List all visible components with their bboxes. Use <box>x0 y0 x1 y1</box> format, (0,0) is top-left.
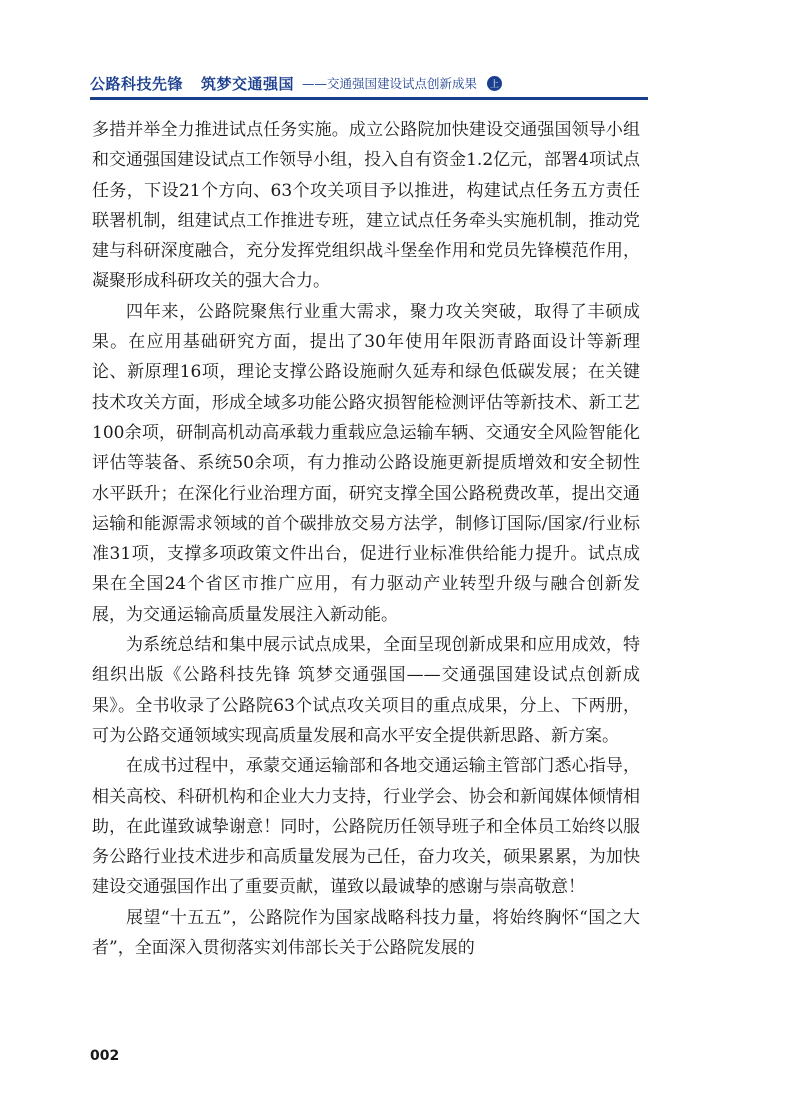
paragraph-continued: 多措并举全力推进试点任务实施。成立公路院加快建设交通强国领导小组和交通强国建设试点工作领导小组，投入自有资金1.2亿元，部署4项试点任务，下设21个方向、63个攻关项目予以推进，构建试点任务五方责任联署机制，组建试点工作推进专班，建立试点任务牵头实施机制，推动党建与科研深度融合，充分发挥党组织战斗堡垒作用和党员先锋模范作用，凝聚形成科研攻关的强大合力。 <box>92 120 640 292</box>
book-title-left: 公路科技先锋 <box>90 74 184 93</box>
body-text <box>92 115 640 963</box>
page-number: 002 <box>90 1048 120 1064</box>
paragraph: 展望“十五五”，公路院作为国家战略科技力量，将始终胸怀“国之大者”，全面深入贯彻落实刘伟部长关于公路院发展的 <box>92 907 640 959</box>
book-title-right: 筑梦交通强国 <box>201 74 295 93</box>
paragraph: 为系统总结和集中展示试点成果，全面呈现创新成果和应用成效，特组织出版《公路科技先锋 筑梦交通强国——交通强国建设试点创新成果》。全书收录了公路院63个试点攻关项目的重点成果，分上、下两册，可为公路交通领域实现高质量发展和高水平安全提供新思路、新方案。 <box>92 635 640 746</box>
running-header <box>90 70 648 96</box>
paragraph: 四年来，公路院聚焦行业重大需求，聚力攻关突破，取得了丰硕成果。在应用基础研究方面，提出了30年使用年限沥青路面设计等新理论、新原理16项，理论支撑公路设施耐久延寿和绿色低碳发展；在关键技术攻关方面，形成全域多功能公路灾损智能检测评估等新技术、新工艺100余项，研制高机动高承载力重载应急运输车辆、交通安全风险智能化评估等装备、系统50余项，有力推动公路设施更新提质增效和安全韧性水平跃升；在深化行业治理方面，研究支撑全国公路税费改革，提出交通运输和能源需求领域的首个碳排放交易方法学，制修订国际/国家/行业标准31项，支撑多项政策文件出台，促进行业标准供给能力提升。试点成果在全国24个省区市推广应用，有力驱动产业转型升级与融合创新发展，为交通运输高质量发展注入新动能。 <box>92 301 640 625</box>
book-subtitle: ——交通强国建设试点创新成果 <box>302 76 478 91</box>
paragraph: 在成书过程中，承蒙交通运输部和各地交通运输主管部门悉心指导，相关高校、科研机构和企业大力支持，行业学会、协会和新闻媒体倾情相助，在此谨致诚挚谢意！同时，公路院历任领导班子和全体员工始终以服务公路行业技术进步和高质量发展为己任，奋力攻关，硕果累累，为加快建设交通强国作出了重要贡献，谨致以最诚挚的感谢与崇高敬意！ <box>92 756 640 898</box>
volume-badge: 上 <box>487 76 502 91</box>
header-rule <box>90 97 648 100</box>
